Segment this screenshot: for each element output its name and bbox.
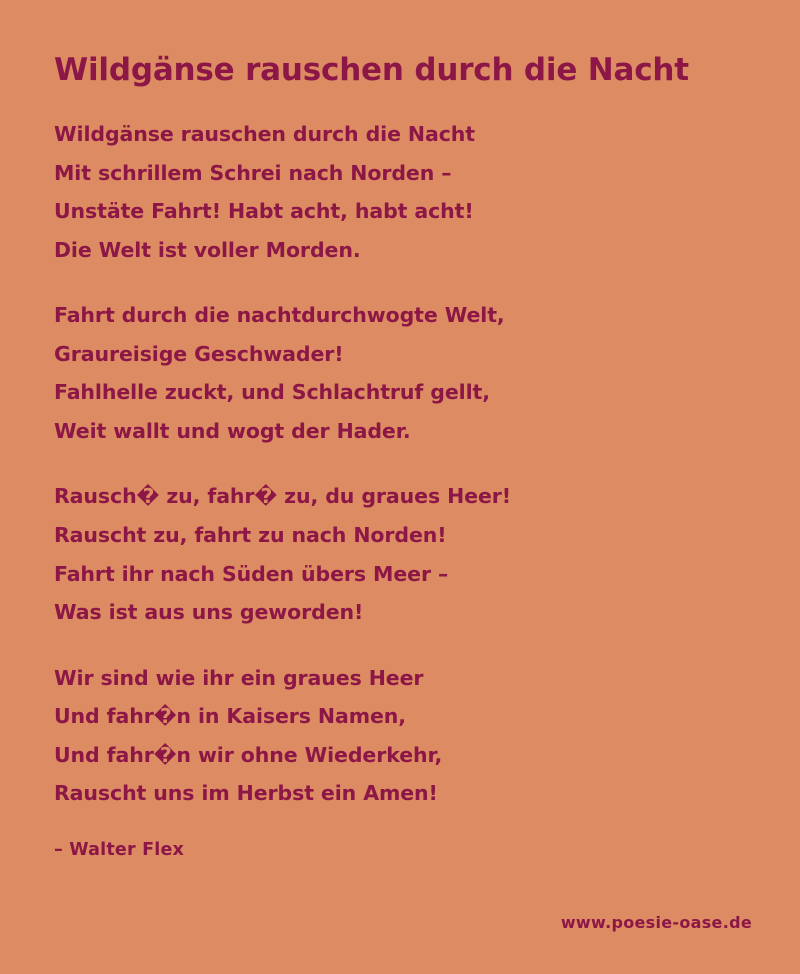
poem-line: Mit schrillem Schrei nach Norden – bbox=[54, 160, 452, 185]
poem-author: – Walter Flex bbox=[54, 839, 184, 860]
poem-stanza bbox=[54, 296, 746, 450]
poem-line: Rauscht zu, fahrt zu nach Norden! bbox=[54, 522, 447, 547]
poem-line: Fahlhelle zuckt, und Schlachtruf gellt, bbox=[54, 380, 490, 405]
poem-line: Wir sind wie ihr ein graues Heer bbox=[54, 665, 424, 690]
poem-line: Und fahr�n in Kaisers Namen, bbox=[54, 704, 406, 729]
poem-line: Graureisige Geschwader! bbox=[54, 341, 344, 366]
website-credit: www.poesie-oase.de bbox=[560, 913, 752, 932]
poem-line: Und fahr�n wir ohne Wiederkehr, bbox=[54, 742, 443, 767]
poem-body bbox=[54, 115, 746, 813]
poem-line: Wildgänse rauschen durch die Nacht bbox=[54, 122, 475, 147]
poem-line: Unstäte Fahrt! Habt acht, habt acht! bbox=[54, 199, 474, 224]
poem-line: Rauscht uns im Herbst ein Amen! bbox=[54, 781, 438, 806]
poem-line: Weit wallt und wogt der Hader. bbox=[54, 418, 411, 443]
poem-stanza bbox=[54, 115, 746, 269]
poem-stanza bbox=[54, 477, 746, 631]
poem-line: Was ist aus uns geworden! bbox=[54, 600, 364, 625]
poem-line: Rausch� zu, fahr� zu, du graues Heer! bbox=[54, 484, 512, 509]
poem-line: Fahrt durch die nachtdurchwogte Welt, bbox=[54, 303, 505, 328]
poem-stanza bbox=[54, 659, 746, 813]
page-title: Wildgänse rauschen durch die Nacht bbox=[54, 52, 689, 88]
poem-line: Die Welt ist voller Morden. bbox=[54, 237, 361, 262]
poem-line: Fahrt ihr nach Süden übers Meer – bbox=[54, 561, 449, 586]
